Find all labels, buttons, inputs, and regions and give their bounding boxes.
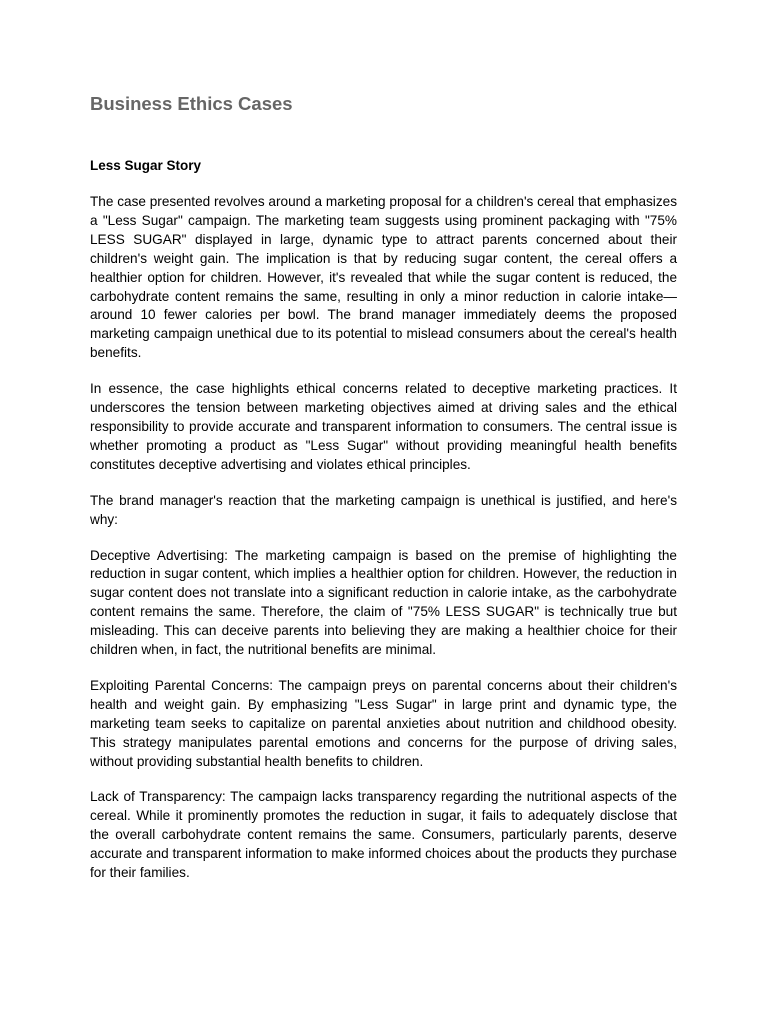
paragraph-lack-of-transparency: Lack of Transparency: The campaign lacks transparency regarding the nutritional aspects of the cereal. While it prominently promotes the reduction in sugar, it fails to adequately disclose that the overall carbohydrate content remains the same. Consumers, particularly parents, deserve accurate and transparent information to make informed choices about the products they purchase for their families.	[90, 789, 677, 881]
document-body	[90, 91, 677, 883]
paragraph-exploiting-parental-concerns: Exploiting Parental Concerns: The campaign preys on parental concerns about their children's health and weight gain. By emphasizing "Less Sugar" in large print and dynamic type, the marketing team seeks to capitalize on parental anxieties about nutrition and childhood obesity. This strategy manipulates parental emotions and concerns for the purpose of driving sales, without providing substantial health benefits to children.	[90, 677, 677, 769]
paragraph-deceptive-advertising: Deceptive Advertising: The marketing campaign is based on the premise of highlighting the reduction in sugar content, which implies a healthier option for children. However, the reduction in sugar content does not translate into a significant reduction in calorie intake, as the carbohydrate content remains the same. Therefore, the claim of "75% LESS SUGAR" is technically true but misleading. This can deceive parents into believing they are making a healthier choice for their children when, in fact, the nutritional benefits are minimal.	[90, 547, 677, 658]
document-title: Business Ethics Cases	[90, 93, 293, 114]
section-title: Less Sugar Story	[90, 158, 202, 173]
paragraph-brand-manager-reaction: The brand manager's reaction that the marketing campaign is unethical is justified, and here's why:	[90, 492, 677, 527]
paragraph-case-summary: The case presented revolves around a marketing proposal for a children's cereal that emphasizes a "Less Sugar" campaign. The marketing team suggests using prominent packaging with "75% LESS SUGAR" displayed in large, dynamic type to attract parents concerned about their children's weight gain. The implication is that by reducing sugar content, the cereal offers a healthier option for children. However, it's revealed that while the sugar content is reduced, the carbohydrate content remains the same, resulting in only a minor reduction in calorie intake—around 10 fewer calories per bowl. The brand manager immediately deems the proposed marketing campaign unethical due to its potential to mislead consumers about the cereal's health benefits.	[90, 194, 677, 361]
paragraph-ethical-concerns: In essence, the case highlights ethical concerns related to deceptive marketing practices. It underscores the tension between marketing objectives aimed at driving sales and the ethical responsibility to provide accurate and transparent information to consumers. The central issue is whether promoting a product as "Less Sugar" without providing meaningful health benefits constitutes deceptive advertising and violates ethical principles.	[90, 381, 677, 472]
